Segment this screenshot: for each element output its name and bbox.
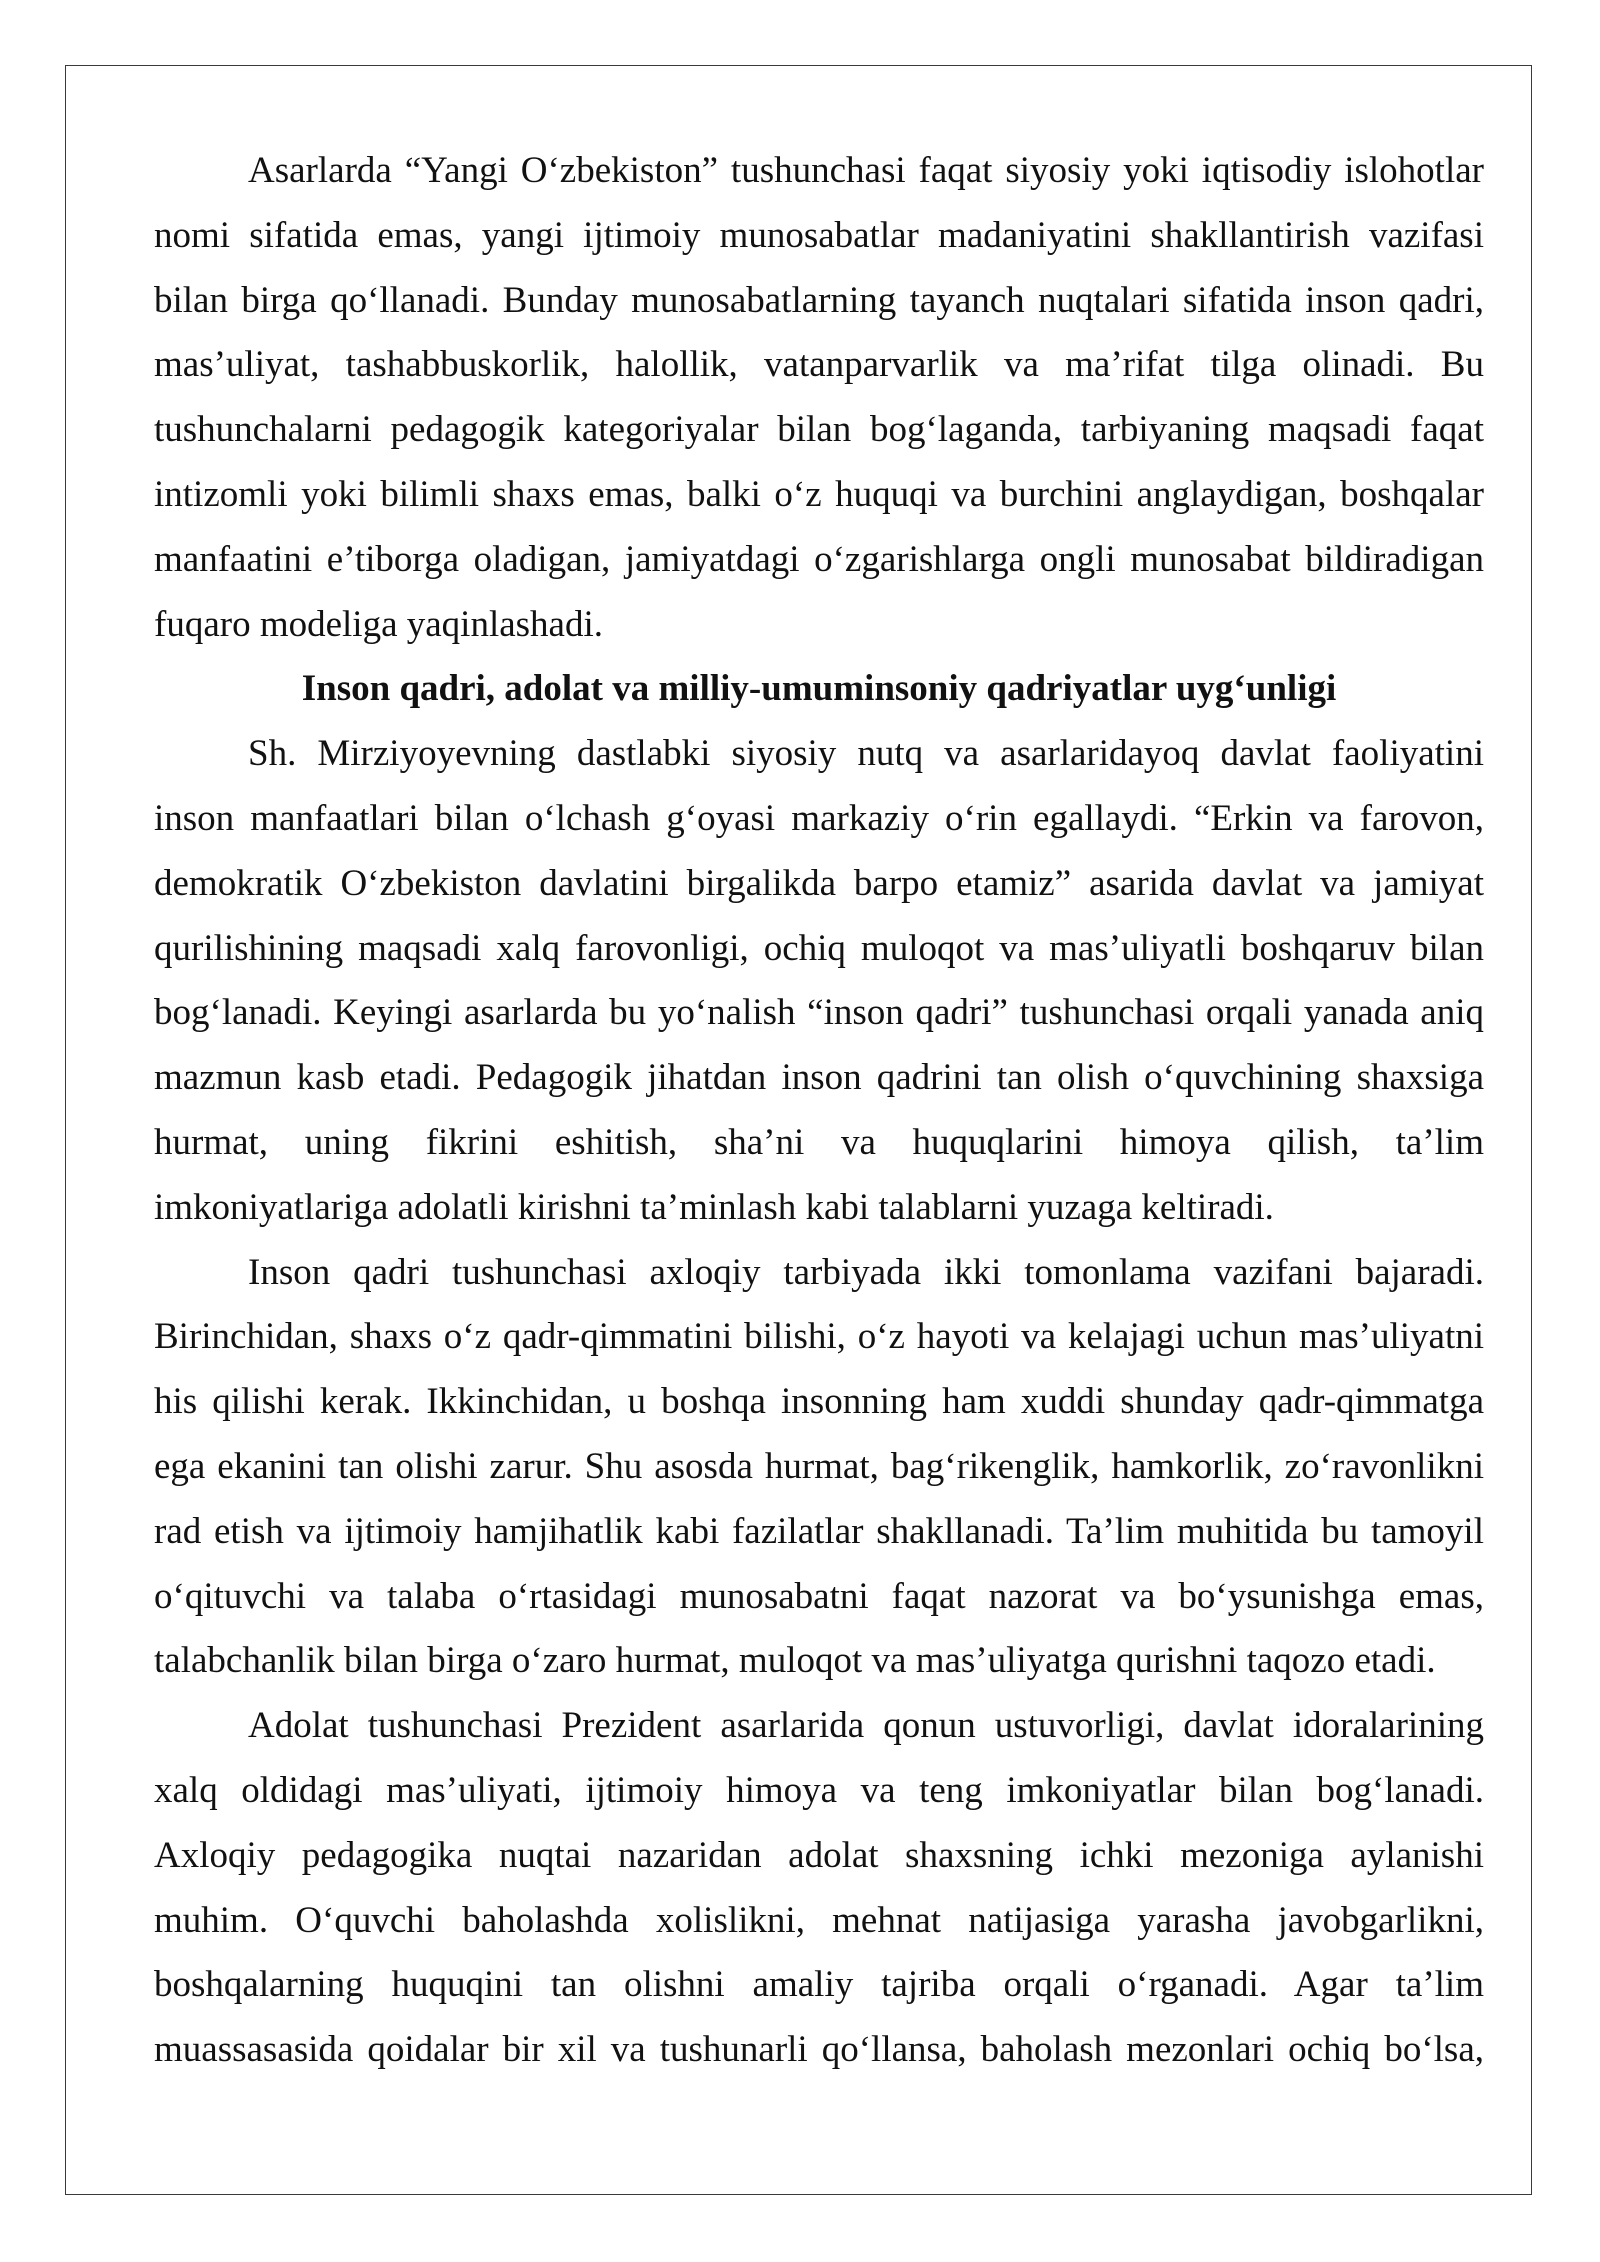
body-paragraph — [154, 722, 1484, 1240]
paragraph-line: hurmat, uning fikrini eshitish, sha’ni va huquqlarini himoya qilish, ta’lim — [154, 1121, 1484, 1163]
paragraph-line: imkoniyatlariga adolatli kirishni ta’minlash kabi talablarni yuzaga keltiradi. — [154, 1186, 1274, 1228]
paragraph-line: muassasasida qoidalar bir xil va tushunarli qo‘llansa, baholash mezonlari ochiq bo‘lsa, — [154, 2029, 1484, 2071]
paragraph-line: talabchanlik bilan birga o‘zaro hurmat, muloqot va mas’uliyatga qurishni taqozo etadi. — [154, 1640, 1436, 1682]
paragraph-line: Inson qadri tushunchasi axloqiy tarbiyada ikki tomonlama vazifani bajaradi. — [248, 1251, 1484, 1293]
paragraph-line: xalq oldidagi mas’uliyati, ijtimoiy himoya va teng imkoniyatlar bilan bog‘lanadi. — [154, 1769, 1484, 1811]
document-body — [154, 139, 1484, 2083]
paragraph-line: Sh. Mirziyoyevning dastlabki siyosiy nutq va asarlaridayoq davlat faoliyatini — [248, 733, 1484, 775]
paragraph-line: intizomli yoki bilimli shaxs emas, balki o‘z huquqi va burchini anglaydigan, boshqalar — [154, 473, 1484, 515]
paragraph-line: Asarlarda “Yangi O‘zbekiston” tushunchasi faqat siyosiy yoki iqtisodiy islohotlar — [248, 150, 1484, 191]
body-paragraph — [154, 1694, 1484, 2083]
paragraph-line: bog‘lanadi. Keyingi asarlarda bu yo‘nalish “inson qadri” tushunchasi orqali yanada aniq — [154, 992, 1484, 1034]
paragraph-line: Adolat tushunchasi Prezident asarlarida qonun ustuvorligi, davlat idoralarining — [248, 1705, 1484, 1747]
section-heading: Inson qadri, adolat va milliy-umuminsoniy qadriyatlar uyg‘unligi — [301, 668, 1337, 710]
paragraph-line: ega ekanini tan olishi zarur. Shu asosda hurmat, bag‘rikenglik, hamkorlik, zo‘ravonlikni — [154, 1445, 1484, 1487]
paragraph-line: mas’uliyat, tashabbuskorlik, halollik, vatanparvarlik va ma’rifat tilga olinadi. Bu — [154, 344, 1484, 386]
paragraph-line: nomi sifatida emas, yangi ijtimoiy munosabatlar madaniyatini shakllantirish vazifasi — [154, 214, 1484, 256]
paragraph-line: inson manfaatlari bilan o‘lchash g‘oyasi markaziy o‘rin egallaydi. “Erkin va farovon, — [154, 797, 1484, 839]
paragraph-line: o‘qituvchi va talaba o‘rtasidagi munosabatni faqat nazorat va bo‘ysunishga emas, — [154, 1575, 1484, 1617]
paragraph-line: manfaatini e’tiborga oladigan, jamiyatdagi o‘zgarishlarga ongli munosabat bildiradigan — [154, 538, 1484, 580]
paragraph-line: boshqalarning huquqini tan olishni amaliy tajriba orqali o‘rganadi. Agar ta’lim — [154, 1964, 1484, 2006]
paragraph-line: his qilishi kerak. Ikkinchidan, u boshqa insonning ham xuddi shunday qadr-qimmatga — [154, 1381, 1484, 1423]
paragraph-line: fuqaro modeliga yaqinlashadi. — [154, 603, 604, 645]
intro-paragraph — [154, 139, 1484, 657]
paragraph-line: qurilishining maqsadi xalq farovonligi, ochiq muloqot va mas’uliyatli boshqaruv bilan — [154, 927, 1484, 969]
paragraph-line: rad etish va ijtimoiy hamjihatlik kabi fazilatlar shakllanadi. Ta’lim muhitida bu tamoyil — [154, 1510, 1484, 1552]
paragraph-line: bilan birga qo‘llanadi. Bunday munosabatlarning tayanch nuqtalari sifatida inson qadri, — [154, 279, 1484, 321]
paragraph-line: tushunchalarni pedagogik kategoriyalar bilan bog‘laganda, tarbiyaning maqsadi faqat — [154, 409, 1484, 451]
paragraph-line: mazmun kasb etadi. Pedagogik jihatdan inson qadrini tan olish o‘quvchining shaxsiga — [154, 1057, 1484, 1099]
body-paragraph — [154, 1241, 1484, 1695]
paragraph-line: Birinchidan, shaxs o‘z qadr-qimmatini bilishi, o‘z hayoti va kelajagi uchun mas’uliyatni — [154, 1316, 1484, 1358]
paragraph-line: muhim. O‘quvchi baholashda xolislikni, mehnat natijasiga yarasha javobgarlikni, — [154, 1899, 1484, 1941]
paragraph-line: Axloqiy pedagogika nuqtai nazaridan adolat shaxsning ichki mezoniga aylanishi — [154, 1834, 1484, 1876]
paragraph-line: demokratik O‘zbekiston davlatini birgalikda barpo etamiz” asarida davlat va jamiyat — [154, 862, 1484, 904]
